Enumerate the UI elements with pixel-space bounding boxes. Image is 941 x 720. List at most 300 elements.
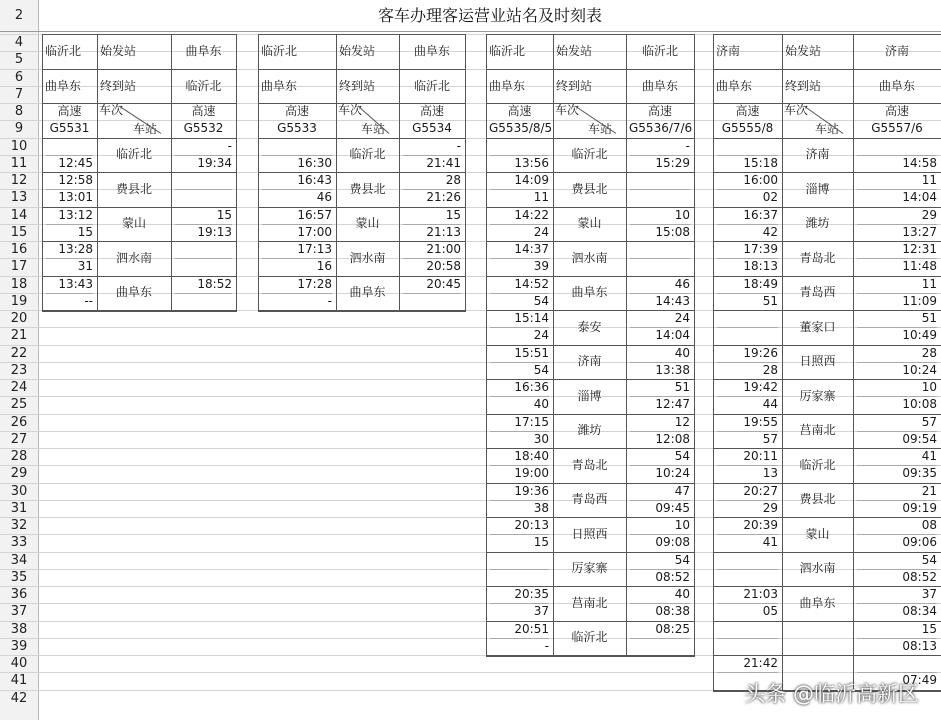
return-time-2: 19:13 [197,224,232,239]
return-time-2 [402,293,461,310]
origin-label: 始发站 [785,44,822,58]
station-name: 厉家寨 [571,561,608,576]
row-number: 20 [10,311,28,326]
station-name: 蒙山 [805,526,830,541]
row-number: 10 [10,138,28,154]
station-name: 临沂北 [571,147,608,162]
station-name: 淄博 [805,181,830,196]
return-time [174,241,232,258]
arrival-time: 12:45 [58,155,93,170]
return-time: 51 [674,380,690,394]
departure-time: 14:22 [514,207,549,222]
return-time: 11 [921,276,937,291]
station-name: 费县北 [349,181,386,196]
arrival-time: - [327,293,332,308]
arrival-time: 13:56 [514,155,549,170]
departure-time: 20:51 [514,621,549,636]
arrival-time: - [544,638,549,653]
departure-time: 19:42 [743,380,778,394]
diagonal-label-station: 车站 [360,122,385,137]
header-diagonal [782,103,853,138]
arrival-time: 11 [533,190,549,205]
station-name: 临沂北 [115,147,152,162]
return-time-2 [629,189,690,206]
return-time-2 [174,293,232,310]
departure-time: 21:03 [743,587,778,601]
return-time-2 [174,189,232,206]
return-time-2 [174,258,232,275]
return-time: 41 [921,449,937,463]
return-time-2: 12:47 [655,397,690,412]
arrival-time: 15 [533,535,549,550]
terminal-station: 曲阜东 [45,78,82,93]
arrival-time [489,569,549,586]
train-type: 高速 [284,104,309,118]
station-name: 厉家寨 [799,388,836,403]
station-name: 泗水南 [115,250,152,265]
return-time [629,241,690,258]
station-name: 蒙山 [121,216,146,231]
arrival-time: 17:00 [297,224,332,239]
row-number: 9 [14,121,24,137]
station-name: 蒙山 [355,216,380,231]
row-number: 40 [10,656,28,671]
station-name: 莒南北 [571,595,608,610]
row-number: 28 [10,449,28,464]
row-number: 32 [10,518,28,533]
return-time-2 [629,258,690,275]
row-number: 24 [10,380,28,395]
return-time: 51 [921,311,937,325]
station-name: 青岛北 [799,250,836,265]
return-time: 11 [921,173,937,187]
return-time-2: 09:35 [902,466,937,481]
origin-station: 济南 [716,44,741,58]
return-time: 12 [674,414,690,429]
train-number: G5531 [49,121,90,136]
origin-station: 临沂北 [45,44,82,58]
arrival-time: 39 [533,259,549,274]
train-number-return: G5534 [412,121,452,136]
return-time: 15 [445,207,461,222]
return-time: 54 [921,552,937,567]
departure-time: 15:14 [514,311,549,325]
station-name: 青岛北 [571,457,608,472]
return-time-2: 20:58 [426,259,461,274]
return-time-2: 09:08 [655,535,690,550]
departure-time [489,552,549,569]
return-time-2: 10:08 [902,397,937,412]
station-name: 潍坊 [805,216,830,231]
departure-time: 20:35 [514,587,549,601]
row-number: 11 [10,155,28,171]
arrival-time: 18:13 [743,259,778,274]
row-number: 8 [14,104,24,119]
departure-time: 20:39 [743,518,778,532]
return-time: 21:00 [426,242,461,256]
return-time: 28 [921,345,937,360]
train-number-return: G5557/6 [871,121,923,136]
arrival-time: 24 [533,224,549,239]
terminal-station: 曲阜东 [261,78,298,93]
departure-time: 21:42 [743,656,778,670]
station-row-divider [258,310,465,311]
arrival-time: 02 [762,190,778,205]
departure-time: 16:37 [743,207,778,222]
return-time: 24 [674,311,690,325]
return-time-2: 07:49 [902,673,937,688]
arrival-time: 54 [533,362,549,377]
station-name: 费县北 [799,492,836,507]
return-time-2: 14:04 [902,190,937,205]
terminal-station-return: 临沂北 [185,78,222,93]
return-time-2: 13:27 [902,224,937,239]
terminal-label: 终到站 [785,78,822,93]
return-time: 21 [921,483,937,498]
station-name: 临沂北 [799,457,836,472]
arrival-time: 37 [533,604,549,619]
return-time-2: 10:24 [655,466,690,481]
departure-time: 17:15 [514,414,549,429]
return-time-2: 13:38 [655,362,690,377]
departure-time: 13:43 [58,276,93,291]
row-number: 29 [10,466,28,482]
departure-time [489,138,549,155]
station-name: 潍坊 [577,423,602,438]
row-number: 26 [10,414,28,430]
row-number: 27 [10,431,28,447]
station-name: 费县北 [115,181,152,196]
column-divider [853,34,854,690]
row-number: 30 [10,483,28,499]
return-time-2: 15:29 [655,155,690,170]
train-type-return: 高速 [419,104,444,118]
return-time: 15 [921,621,937,636]
departure-time: 14:09 [514,173,549,187]
return-time: - [456,138,461,153]
row-number: 41 [10,673,28,689]
departure-time: 14:52 [514,276,549,291]
arrival-time: -- [84,293,93,308]
terminal-station-return: 曲阜东 [641,78,678,93]
origin-station: 临沂北 [489,44,526,58]
row-number: 13 [10,190,28,206]
return-time: 08 [921,518,937,532]
diagonal-label-train: 车次 [338,103,363,117]
return-time: 18:52 [197,276,232,291]
row-number: 18 [10,276,28,292]
station-name: 泗水南 [799,561,836,576]
return-time: 46 [674,276,690,291]
diagonal-label-train: 车次 [555,103,580,117]
return-time-2: 15:08 [655,224,690,239]
return-time-2: 14:43 [655,293,690,308]
station-name: 青岛西 [799,285,836,300]
station-name: 临沂北 [571,630,608,645]
arrival-time: 42 [762,224,778,239]
departure-time: 19:55 [743,414,778,429]
row-number: 2 [14,8,24,23]
return-time-2: 11:09 [902,293,937,308]
row-number: 38 [10,621,28,637]
diagonal-label-train: 车次 [99,103,124,117]
return-time-2: 09:45 [655,500,690,515]
arrival-time: 44 [762,397,778,412]
departure-time: 17:28 [297,276,332,291]
departure-time: 16:36 [514,380,549,394]
return-time-2: 14:58 [902,155,937,170]
station-name: 曲阜东 [349,285,386,300]
return-time-2: 11:48 [902,259,937,274]
row-number: 21 [10,328,28,344]
station-row-divider [486,655,694,656]
origin-station-return: 曲阜东 [185,44,222,58]
return-time: - [227,138,232,153]
arrival-time: 15:18 [743,155,778,170]
page-title: 客车办理客运营业站名及时刻表 [377,6,602,25]
watermark: 头条 @临沂高新区 [744,682,919,706]
return-time [856,138,937,155]
row-number: 5 [14,52,24,68]
train-number-return: G5536/7/6 [629,121,693,136]
station-name: 费县北 [571,181,608,196]
arrival-time: 24 [533,328,549,343]
arrival-time: 13:01 [58,190,93,205]
row-number: 39 [10,638,28,654]
train-type-return: 高速 [884,104,909,118]
origin-station-return: 临沂北 [641,44,678,58]
departure-time: 14:37 [514,242,549,256]
row-number: 12 [10,173,28,188]
departure-time: 16:43 [297,173,332,187]
train-number: G5533 [277,121,317,136]
return-time: 28 [445,173,461,187]
departure-time [716,310,778,327]
departure-time: 17:39 [743,242,778,256]
train-type: 高速 [57,104,82,118]
row-number: 6 [14,69,24,85]
row-number: 36 [10,587,28,602]
arrival-time: 16:30 [297,155,332,170]
station-row-divider [42,310,236,311]
return-time-2: 09:19 [902,500,937,515]
return-time: 15 [216,207,232,222]
row-number: 31 [10,500,28,516]
header-diagonal [553,103,626,138]
arrival-time [716,638,778,655]
departure-time: 20:13 [514,518,549,532]
row-number: 42 [10,690,28,706]
arrival-time: 30 [533,431,549,446]
terminal-label: 终到站 [339,78,376,93]
train-type-return: 高速 [647,104,672,118]
header-diagonal [336,103,399,138]
train-type-return: 高速 [191,104,216,118]
departure-time: 13:12 [58,207,93,222]
row-number: 4 [14,35,24,50]
arrival-time: 16 [316,259,332,274]
return-time: 29 [921,207,937,222]
departure-time [261,138,332,155]
departure-time: 17:13 [297,242,332,256]
train-number: G5535/8/5 [489,121,553,136]
station-name: 蒙山 [577,216,602,231]
return-time: 37 [921,587,937,601]
return-time-2: 08:34 [902,604,937,619]
station-name: 临沂北 [349,147,386,162]
return-time-2: 08:38 [655,604,690,619]
train-number-return: G5532 [183,121,224,136]
return-time-2: 19:34 [197,155,232,170]
return-time: 40 [674,587,690,601]
return-time: 40 [674,345,690,360]
diagonal-label-station: 车站 [587,122,612,137]
return-time-2: 14:04 [655,328,690,343]
train-type: 高速 [735,104,760,118]
train-number: G5555/8 [721,121,774,136]
terminal-station: 曲阜东 [489,78,526,93]
origin-label: 始发站 [100,44,137,58]
station-name [782,629,853,646]
departure-time: 20:11 [743,449,778,463]
terminal-station-return: 曲阜东 [878,78,915,93]
station-name: 泗水南 [571,250,608,265]
departure-time: 16:57 [297,207,332,222]
return-time-2: 10:49 [902,328,937,343]
departure-time: 19:36 [514,483,549,498]
diagonal-label-train: 车次 [784,103,809,117]
return-time-2: 09:54 [902,431,937,446]
diagonal-label-station: 车站 [132,122,157,137]
departure-time: 18:49 [743,276,778,291]
departure-time [716,552,778,569]
arrival-time: 28 [762,362,778,377]
return-time: 20:45 [426,276,461,291]
row-number: 7 [14,86,24,102]
arrival-time: 40 [533,397,549,412]
origin-station: 临沂北 [261,44,298,58]
station-name: 曲阜东 [799,595,836,610]
station-name: 淄博 [577,388,602,403]
arrival-time: 41 [762,535,778,550]
departure-time: 19:26 [743,345,778,360]
return-time: - [685,138,690,153]
return-time-2: 08:52 [902,569,937,584]
terminal-station: 曲阜东 [716,78,753,93]
train-type: 高速 [507,104,532,118]
arrival-time: 51 [762,293,778,308]
origin-label: 始发站 [339,44,376,58]
row-number: 16 [10,242,28,257]
return-time: 54 [674,449,690,463]
return-time: 10 [674,518,690,532]
arrival-time: 46 [316,190,332,205]
return-time: 47 [674,483,690,498]
row-number: 19 [10,293,28,309]
arrival-time: 19:00 [514,466,549,481]
departure-time [45,138,93,155]
diagonal-label-station: 车站 [814,122,839,137]
departure-time: 13:28 [58,242,93,256]
row-number: 37 [10,604,28,620]
station-name: 莒南北 [799,423,836,438]
return-time-2: 21:26 [426,190,461,205]
row-number: 33 [10,535,28,551]
return-time: 54 [674,552,690,567]
station-name: 泗水南 [349,250,386,265]
return-time-2: 09:06 [902,535,937,550]
origin-label: 始发站 [556,44,593,58]
return-time: 08:25 [655,621,690,636]
return-time-2: 10:24 [902,362,937,377]
return-time [629,172,690,189]
departure-time: 16:00 [743,173,778,187]
arrival-time: 15 [77,224,93,239]
arrival-time: 54 [533,293,549,308]
arrival-time: 13 [762,466,778,481]
return-time-2: 08:52 [655,569,690,584]
origin-station-return: 曲阜东 [413,44,450,58]
return-time-2 [629,638,690,655]
station-name: 青岛西 [571,492,608,507]
return-time-2: 08:13 [902,638,937,653]
station-name: 济南 [577,354,602,369]
row-number: 14 [10,207,28,223]
departure-time: 12:58 [58,173,93,187]
terminal-label: 终到站 [556,78,593,93]
return-time-2: 12:08 [655,431,690,446]
station-name: 曲阜东 [571,285,608,300]
station-name: 曲阜东 [115,285,152,300]
departure-time [716,138,778,155]
grid-line [0,31,941,32]
arrival-time: 38 [533,500,549,515]
row-number: 35 [10,569,28,585]
station-name: 泰安 [577,319,602,334]
row-number: 17 [10,259,28,275]
return-time-2: 21:13 [426,224,461,239]
return-time: 57 [921,414,937,429]
departure-time: 20:27 [743,483,778,498]
row-number: 34 [10,552,28,568]
row-number: 25 [10,397,28,413]
departure-time: 15:51 [514,345,549,360]
terminal-station-return: 临沂北 [413,78,450,93]
return-time-2: 21:41 [426,155,461,170]
header-diagonal [97,103,171,138]
row-number: 22 [10,345,28,361]
return-time [856,655,937,672]
station-name: 日照西 [799,354,836,369]
return-time: 12:31 [902,242,937,256]
terminal-label: 终到站 [100,78,137,93]
origin-station-return: 济南 [884,44,909,58]
station-name: 济南 [805,147,830,162]
station-name: 董家口 [799,319,836,334]
arrival-time: 57 [762,431,778,446]
row-number: 15 [10,224,28,240]
arrival-time: 29 [762,500,778,515]
return-time: 10 [674,207,690,222]
arrival-time [716,327,778,344]
departure-time [716,621,778,638]
arrival-time [716,569,778,586]
arrival-time: 31 [77,259,93,274]
return-time [174,172,232,189]
arrival-time: 05 [762,604,778,619]
return-time: 10 [921,380,937,394]
departure-time: 18:40 [514,449,549,463]
